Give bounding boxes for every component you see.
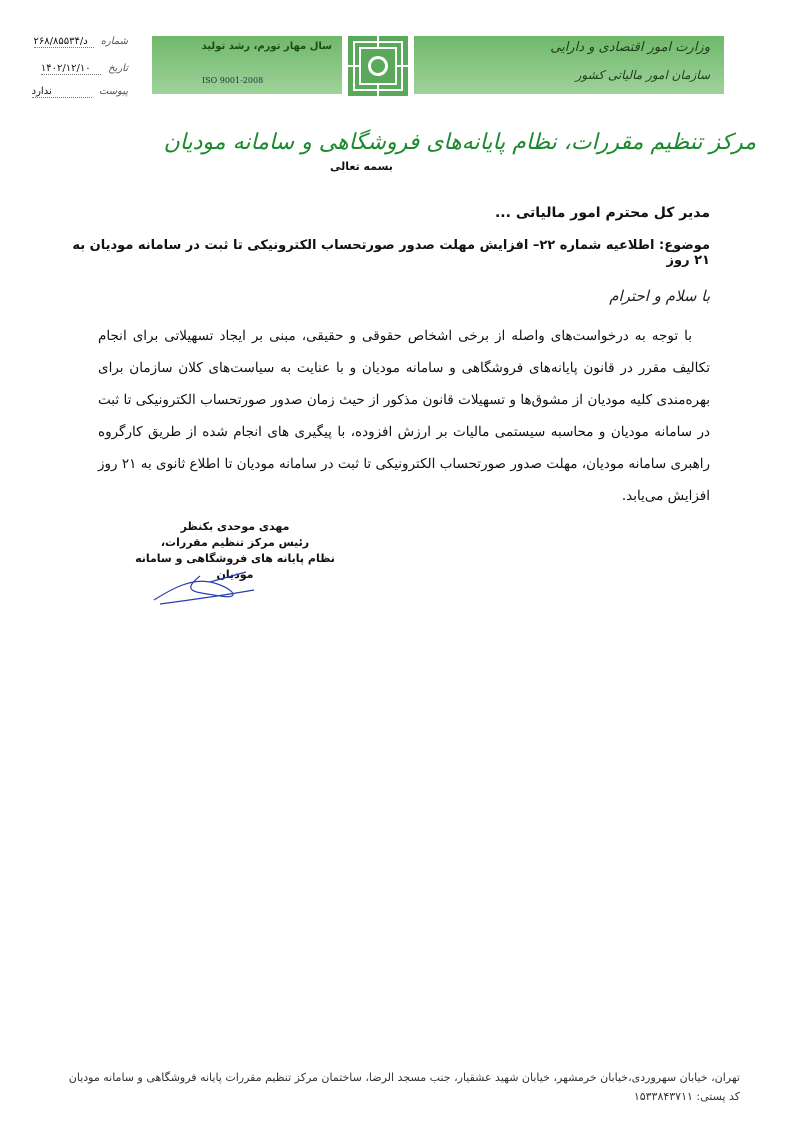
basmala: بسمه تعالی [330, 160, 393, 173]
letter-date-value: ۱۴۰۲/۱۲/۱۰ [41, 63, 101, 75]
attachment-label: پیوست [98, 86, 128, 97]
handwritten-signature [150, 570, 260, 610]
subject: موضوع: اطلاعیه شماره ۲۲– افزایش مهلت صدور صورتحساب الکترونیکی تا ثبت در سامانه مودیان به ۲۱ روز [72, 238, 710, 268]
greeting: با سلام و احترام [609, 287, 710, 305]
signatory-title-1: رئیس مرکز تنظیم مقررات، [160, 536, 310, 549]
ministry-name: وزارت امور اقتصادی و دارایی [550, 40, 710, 55]
tax-organization-logo [346, 34, 410, 98]
letter-number-label: شماره [100, 36, 128, 47]
footer [40, 1068, 740, 1106]
slogan: سال مهار تورم، رشد تولید [201, 41, 332, 52]
recipient: مدیر کل محترم امور مالیاتی ... [494, 205, 710, 221]
center-title: مرکز تنظیم مقررات، نظام پایانه‌های فروشگاهی و سامانه مودیان [163, 130, 756, 155]
footer-postal-code: کد پستی: ۱۵۳۳۸۴۳۷۱۱ [633, 1090, 740, 1103]
iso-label: ISO 9001-2008 [202, 76, 264, 85]
letter-date [10, 63, 128, 75]
letter-number [10, 36, 128, 48]
body-paragraph: با توجه به درخواست‌های واصله از برخی اشخاص حقوقی و حقیقی، مبنی بر ایجاد تسهیلاتی برای انجام تکالیف مقرر در قانون پایانه‌های فروشگاهی و سامانه مودیان و با عنایت به سیاست‌های کلان سازمان برای بهره‌مندی کلیه مودیان از مشوق‌ها و تسهیلات قانون مذکور از حیث زمان صدور صورتحساب الکترونیکی تا ثبت در سامانه مودیان و محاسبه سیستمی مالیات بر ارزش افزوده، با پیگیری های انجام شده از طریق کارگروه راهبری سامانه مودیان، مهلت صدور صورتحساب الکترونیکی تا ثبت در سامانه مودیان تا اطلاع ثانوی به ۲۱ روز افزایش می‌یابد. [98, 328, 710, 504]
signatory-title-2: نظام پایانه های فروشگاهی و سامانه مودیان [135, 552, 335, 581]
attachment [10, 86, 128, 98]
slogan-band [152, 36, 342, 94]
letter-date-label: تاریخ [108, 63, 128, 74]
ministry-band [414, 36, 724, 94]
letter-number-value: د/۲۶۸/۸۵۵۳۴ [34, 36, 94, 48]
signatory-name: مهدی موحدی بکنظر [180, 520, 290, 533]
attachment-value: ندارد [32, 86, 92, 98]
footer-address: تهران، خیابان سهروردی،خیابان خرمشهر، خیابان شهید عشقیار، جنب مسجد الرضا، ساختمان مرکز تنظیم مقررات پایانه فروشگاهی و سامانه مودیان [68, 1071, 740, 1084]
organization-name: سازمان امور مالیاتی کشور [575, 68, 710, 82]
